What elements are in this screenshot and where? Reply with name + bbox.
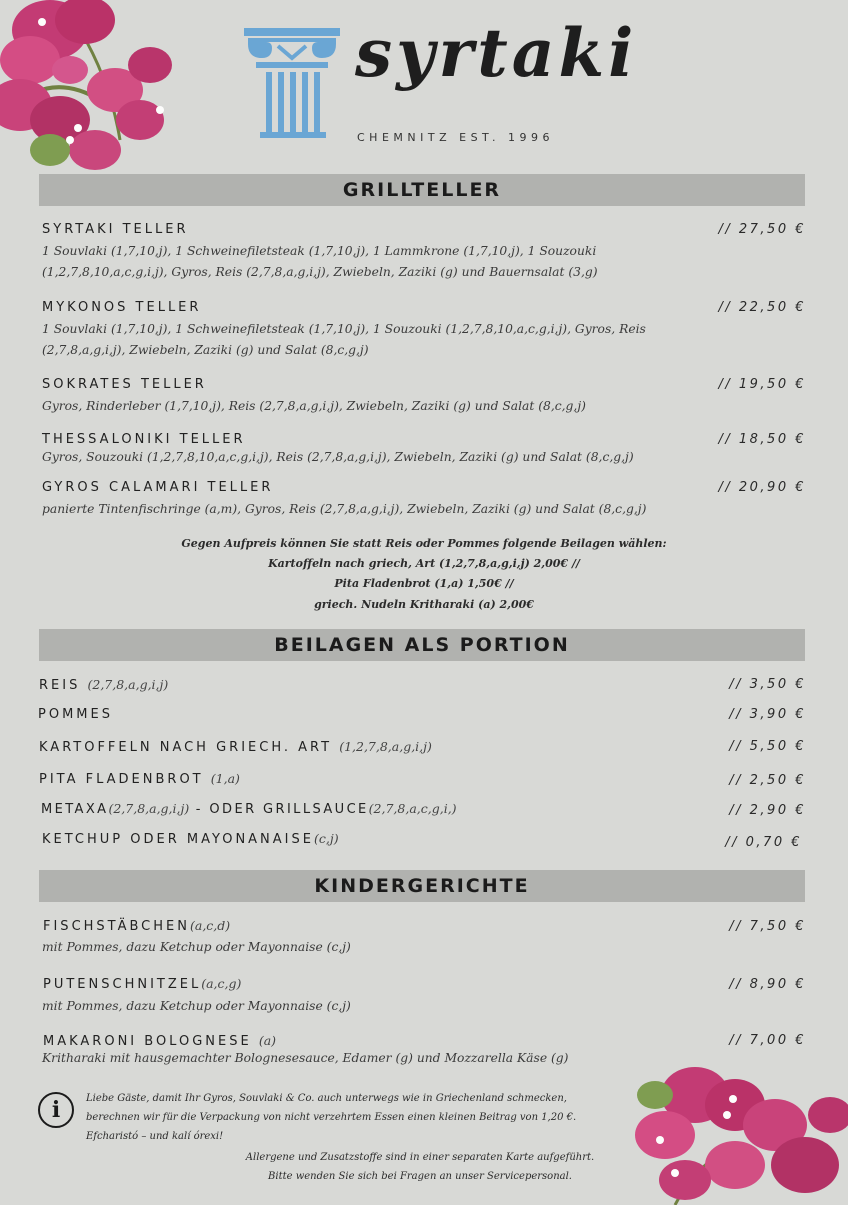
side-name-text: PITA FLADENBROT bbox=[39, 772, 204, 787]
allergen-codes: (2,7,8,a,g,i,j) bbox=[108, 801, 190, 816]
allergen-codes: (2,7,8,a,c,g,i,) bbox=[368, 801, 457, 816]
item-price: // 7,50 € bbox=[729, 919, 806, 934]
allergen-codes: (c,j) bbox=[313, 831, 339, 846]
item-name: THESSALONIKI TELLER bbox=[42, 432, 246, 447]
allergen-codes: (1,2,7,8,a,g,i,j) bbox=[339, 739, 432, 754]
item-name bbox=[43, 1033, 276, 1049]
bougainvillea-flower-icon bbox=[0, 0, 190, 190]
item-name bbox=[43, 918, 230, 934]
side-dish-note-line: griech. Nudeln Kritharaki (a) 2,00€ bbox=[314, 598, 534, 611]
item-price: // 3,90 € bbox=[729, 707, 806, 722]
bougainvillea-flower-icon bbox=[615, 1055, 848, 1205]
item-description: 1 Souvlaki (1,7,10,j), 1 Schweinefiletsteak (1,7,10,j), 1 Souzouki (1,2,7,8,10,a,c,g,i,j), Gyros, Reis (2,7,8,a,g,i,j), Zwiebeln, Zaziki (g) und Salat (8,c,g,j) bbox=[42, 322, 646, 357]
item-price: // 3,50 € bbox=[729, 677, 806, 692]
side-item-name bbox=[41, 801, 457, 817]
item-price: // 2,50 € bbox=[729, 773, 806, 788]
item-price: // 18,50 € bbox=[718, 432, 806, 447]
item-description: mit Pommes, dazu Ketchup oder Mayonnaise (c,j) bbox=[42, 999, 351, 1013]
side-dish-note-line: Kartoffeln nach griech, Art (1,2,7,8,a,g,i,j) 2,00€ // bbox=[268, 557, 580, 570]
side-name-text: POMMES bbox=[38, 707, 113, 722]
allergen-codes: (a,c,g) bbox=[201, 976, 242, 991]
side-item-name bbox=[42, 831, 339, 847]
allergen-notice bbox=[230, 1148, 610, 1186]
item-name: MYKONOS TELLER bbox=[42, 300, 202, 315]
item-name: SOKRATES TELLER bbox=[42, 377, 207, 392]
item-price: // 8,90 € bbox=[729, 977, 806, 992]
allergen-codes: (a,c,d) bbox=[189, 918, 231, 933]
info-line: Efcharistó – und kalí órexi! bbox=[86, 1131, 224, 1142]
item-description: Kritharaki mit hausgemachter Bolognesesauce, Edamer (g) und Mozzarella Käse (g) bbox=[42, 1051, 569, 1065]
side-item-name bbox=[39, 677, 168, 693]
item-name: SYRTAKI TELLER bbox=[42, 222, 189, 237]
section-title-beilagen: BEILAGEN ALS PORTION bbox=[39, 629, 805, 661]
item-price: // 19,50 € bbox=[718, 377, 806, 392]
item-description: Gyros, Rinderleber (1,7,10,j), Reis (2,7,8,a,g,i,j), Zwiebeln, Zaziki (g) und Salat (8,c,g,j) bbox=[42, 399, 586, 413]
item-price: // 5,50 € bbox=[729, 739, 806, 754]
item-price: // 7,00 € bbox=[729, 1033, 806, 1048]
item-description: panierte Tintenfischringe (a,m), Gyros, Reis (2,7,8,a,g,i,j), Zwiebeln, Zaziki (g) und Salat (8,c,g,j) bbox=[42, 502, 647, 516]
side-item-name bbox=[39, 739, 432, 755]
allergen-codes: (2,7,8,a,g,i,j) bbox=[87, 677, 169, 692]
info-line: Liebe Gäste, damit Ihr Gyros, Souvlaki & Co. auch unterwegs wie in Griechenland schmecken, bbox=[86, 1093, 567, 1104]
item-price: // 0,70 € bbox=[725, 835, 802, 850]
item-name: GYROS CALAMARI TELLER bbox=[42, 480, 274, 495]
side-name-text: - ODER GRILLSAUCE bbox=[195, 802, 369, 817]
allergen-codes: (a) bbox=[258, 1033, 277, 1048]
side-item-name bbox=[39, 771, 240, 787]
item-description: mit Pommes, dazu Ketchup oder Mayonnaise (c,j) bbox=[42, 940, 351, 954]
kids-name-text: FISCHSTÄBCHEN bbox=[43, 919, 190, 934]
kids-name-text: PUTENSCHNITZEL bbox=[43, 977, 202, 992]
kids-name-text: MAKARONI BOLOGNESE bbox=[43, 1034, 252, 1049]
side-dish-note-line: Pita Fladenbrot (1,a) 1,50€ // bbox=[334, 577, 514, 590]
allergen-codes: (1,a) bbox=[210, 771, 240, 786]
side-name-text: KETCHUP ODER MAYONANAISE bbox=[42, 832, 314, 847]
item-price: // 22,50 € bbox=[718, 300, 806, 315]
item-name bbox=[43, 976, 241, 992]
side-dish-note-line: Gegen Aufpreis können Sie statt Reis oder Pommes folgende Beilagen wählen: bbox=[181, 537, 667, 550]
section-title-grillteller: GRILLTELLER bbox=[39, 174, 805, 206]
allergen-line: Allergene und Zusatzstoffe sind in einer separaten Karte aufgeführt. bbox=[245, 1152, 595, 1163]
item-price: // 27,50 € bbox=[718, 222, 806, 237]
brand-wordmark: syrtaki bbox=[355, 14, 638, 92]
packaging-info bbox=[86, 1089, 586, 1146]
item-description: 1 Souvlaki (1,7,10,j), 1 Schweinefiletsteak (1,7,10,j), 1 Lammkrone (1,7,10,j), 1 Souzouki (1,2,7,8,10,a,c,g,i,j), Gyros, Reis (2,7,8,a,g,i,j), Zwiebeln, Zaziki (g) und Bauernsalat (3,g) bbox=[42, 244, 598, 279]
greek-column-icon bbox=[244, 28, 340, 140]
side-name-text: KARTOFFELN NACH GRIECH. ART bbox=[39, 740, 333, 755]
section-title-kindergerichte: KINDERGERICHTE bbox=[39, 870, 805, 902]
item-description: Gyros, Souzouki (1,2,7,8,10,a,c,g,i,j), Reis (2,7,8,a,g,i,j), Zwiebeln, Zaziki (g) und Salat (8,c,g,j) bbox=[42, 450, 634, 464]
allergen-line: Bitte wenden Sie sich bei Fragen an unser Servicepersonal. bbox=[268, 1171, 572, 1182]
item-price: // 2,90 € bbox=[729, 803, 806, 818]
info-icon: i bbox=[38, 1092, 74, 1128]
brand-tagline: CHEMNITZ EST. 1996 bbox=[357, 131, 554, 144]
side-name-text: METAXA bbox=[41, 802, 109, 817]
item-price: // 20,90 € bbox=[718, 480, 806, 495]
side-name-text: REIS bbox=[39, 678, 81, 693]
info-line: berechnen wir für die Verpackung von nicht verzehrtem Essen einen kleinen Beitrag von 1,20 €. bbox=[86, 1112, 577, 1123]
side-item-name bbox=[38, 707, 113, 722]
